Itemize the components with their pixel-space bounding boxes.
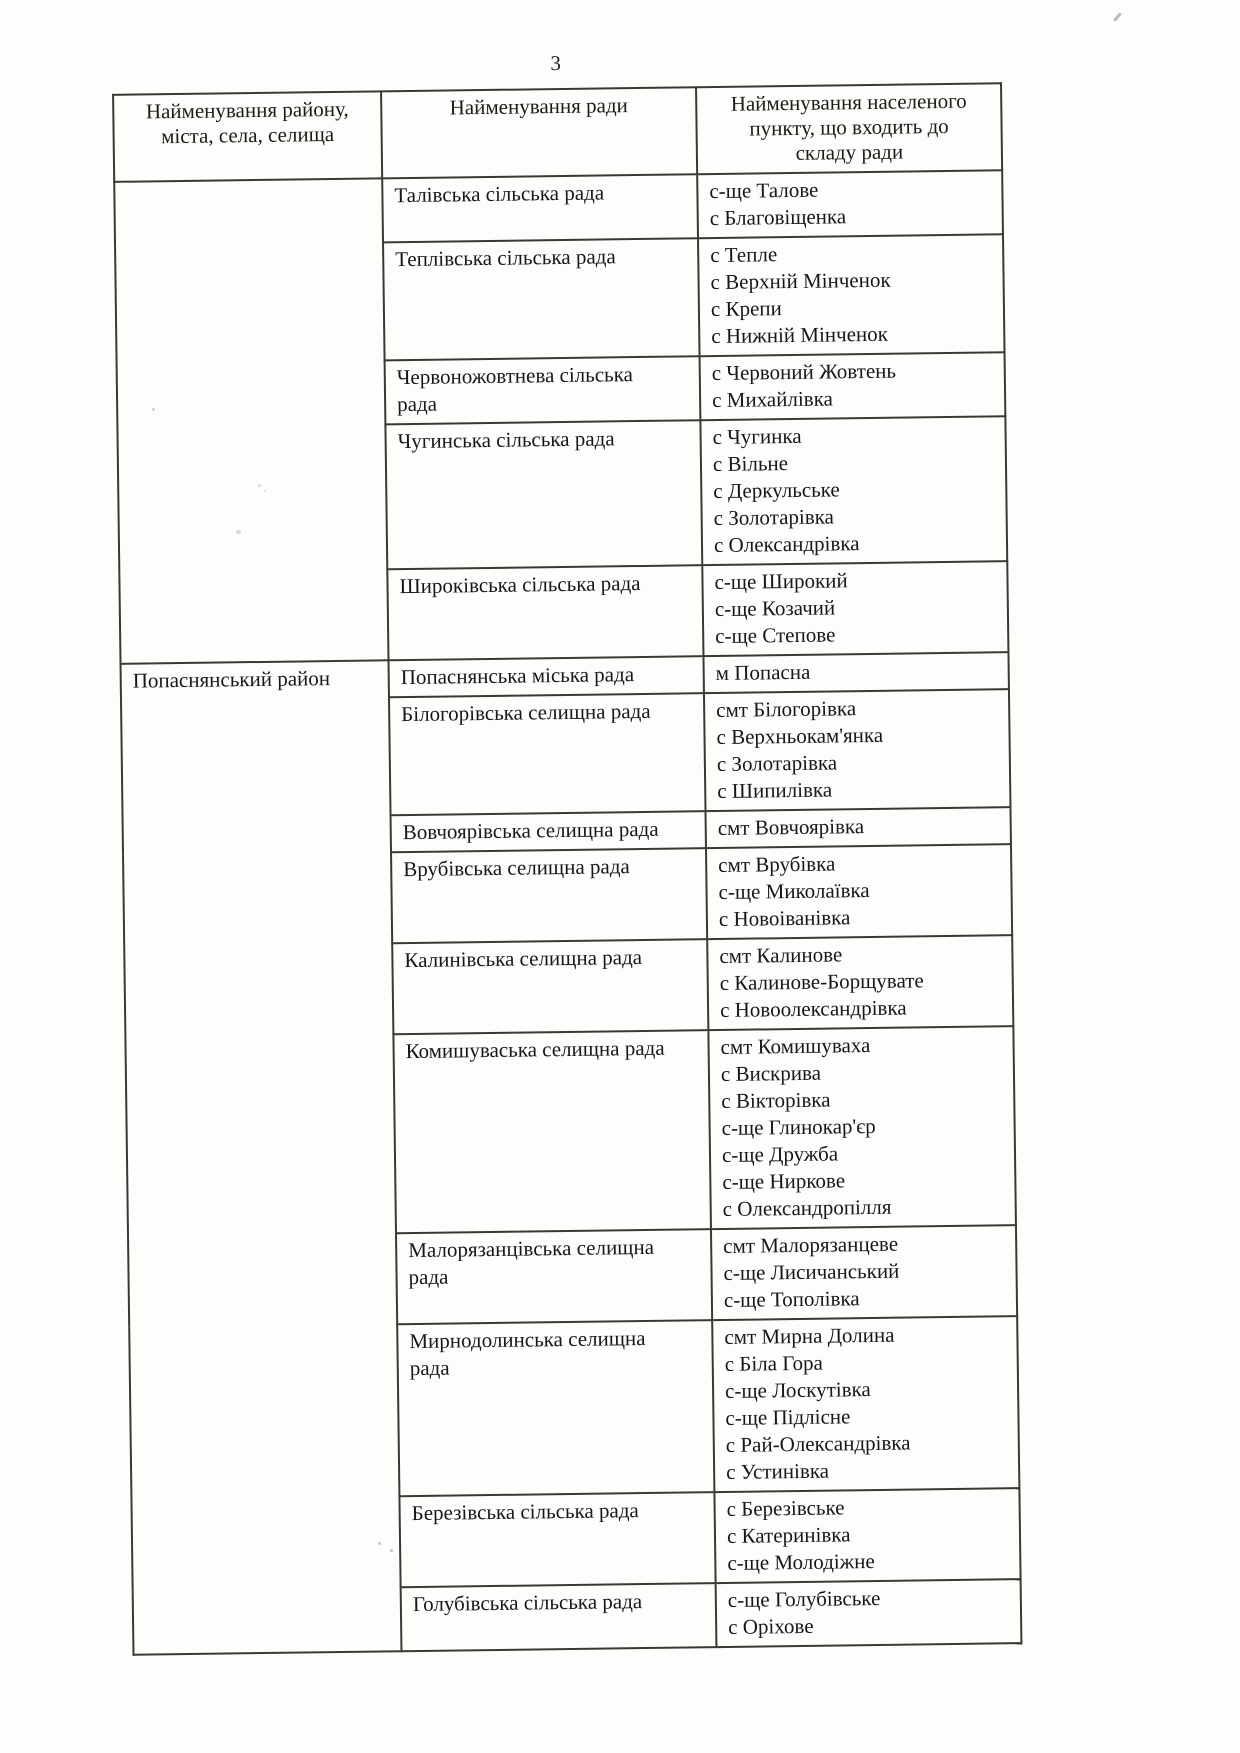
- council-name: Попаснянська міська рада: [400, 662, 635, 690]
- council-cell: [382, 174, 698, 242]
- table-header: [113, 83, 1002, 182]
- district-cell: Попаснянський район: [121, 660, 402, 1654]
- council-name: Теплівська сільська рада: [395, 244, 616, 272]
- settlement-line: с Червоний Жовтень: [711, 358, 897, 386]
- settlement-line: с Вільне: [712, 451, 789, 477]
- settlements-cell: [700, 352, 1006, 420]
- header-line: Найменування населеного: [730, 88, 967, 116]
- settlements-cell: [704, 689, 1011, 811]
- council-name: Мирнодолинська селищна: [409, 1326, 646, 1354]
- council-name: Талівська сільська рада: [394, 180, 605, 208]
- settlement-line: м Попасна: [715, 659, 811, 686]
- settlements-cell: [708, 1026, 1016, 1229]
- settlement-line: с Березівське: [726, 1495, 845, 1521]
- settlement-line: с-ще Голубівське: [727, 1585, 881, 1612]
- settlement-line: с Устинівка: [725, 1458, 830, 1484]
- council-name: Широківська сільська рада: [399, 571, 641, 599]
- settlements-cell: [716, 1579, 1022, 1647]
- scan-speckle: [1113, 12, 1122, 22]
- settlement-line: с Шипилівка: [717, 777, 833, 804]
- council-cell: [385, 356, 701, 424]
- settlement-line: с Благовіщенка: [709, 204, 847, 231]
- settlements-cell: [706, 844, 1012, 939]
- settlements-cell: [702, 561, 1008, 656]
- col-header-council: [381, 87, 697, 178]
- header-line: складу ради: [795, 139, 904, 165]
- settlement-line: с-ще Лисичанський: [723, 1258, 900, 1285]
- settlements-cell: [703, 652, 1008, 693]
- council-cell: [393, 1030, 711, 1233]
- settlement-line: с Крепи: [710, 296, 782, 322]
- settlement-line: с-ще Підлісне: [725, 1404, 851, 1430]
- council-name: рада: [396, 391, 438, 417]
- settlement-line: с Новоолександрівка: [719, 995, 907, 1022]
- settlement-line: смт Врубівка: [718, 851, 836, 878]
- settlement-line: с Вискрива: [720, 1060, 822, 1086]
- settlement-line: с Золотарівка: [713, 504, 835, 531]
- settlement-line: с Нижній Мінченок: [711, 321, 889, 349]
- settlement-line: с Верхньокам'янка: [716, 722, 884, 750]
- council-name: Березівська сільська рада: [411, 1498, 639, 1526]
- header-line: Найменування ради: [449, 93, 628, 120]
- council-cell: [385, 420, 702, 569]
- settlement-line: с Тепле: [710, 242, 778, 268]
- council-cell: [396, 1229, 712, 1324]
- settlements-table: [112, 82, 1022, 1656]
- council-cell: [391, 811, 706, 852]
- settlement-line: смт Комишуваха: [720, 1033, 871, 1059]
- settlement-line: с-ще Миколаївка: [718, 878, 870, 905]
- settlements-cell: [700, 416, 1007, 565]
- council-cell: [383, 238, 700, 360]
- council-cell: [391, 848, 707, 943]
- col-header-settlement: [696, 83, 1002, 174]
- settlement-line: с-ще Талове: [709, 177, 819, 204]
- settlement-line: с Михайлівка: [711, 386, 833, 413]
- council-cell: [401, 1583, 717, 1651]
- settlement-line: с Олександрівка: [713, 531, 860, 558]
- header-line: Найменування району,: [145, 96, 349, 124]
- settlement-line: смт Білогорівка: [716, 696, 857, 723]
- settlement-line: с Чугинка: [712, 423, 802, 450]
- page-number: 3: [550, 50, 562, 76]
- settlement-line: с-ще Молодіжне: [727, 1549, 875, 1575]
- settlement-line: с-ще Глинокар'єр: [721, 1113, 876, 1140]
- council-name: Голубівська сільська рада: [412, 1589, 643, 1617]
- settlement-line: с Новоіванівка: [718, 905, 851, 932]
- settlement-line: с Золотарівка: [716, 750, 838, 777]
- settlements-cell: [706, 807, 1011, 848]
- settlement-line: с-ще Козачий: [714, 595, 836, 622]
- settlement-line: с Деркульське: [713, 477, 840, 504]
- table-body: [114, 170, 1021, 1654]
- settlement-line: с-ще Широкий: [714, 568, 848, 595]
- council-cell: [399, 1492, 715, 1587]
- settlement-line: с Олександропілля: [722, 1194, 892, 1221]
- council-name: Червоножовтнева сільська: [396, 362, 634, 390]
- council-name: Чугинська сільська рада: [397, 426, 615, 454]
- header-line: міста, села, селища: [160, 121, 335, 149]
- council-name: Калинівська селищна рада: [404, 945, 643, 973]
- council-cell: [392, 939, 708, 1034]
- col-header-district: [113, 91, 382, 182]
- council-name: Врубівська селищна рада: [403, 854, 630, 882]
- council-name: Комишуваська селищна рада: [405, 1035, 665, 1064]
- settlement-line: смт Мирна Долина: [724, 1322, 895, 1349]
- council-name: Білогорівська селищна рада: [401, 698, 651, 727]
- page-content: [112, 44, 1021, 1655]
- table-row: [114, 170, 1003, 246]
- settlement-line: смт Вовчоярівка: [717, 814, 865, 841]
- settlements-cell: [712, 1316, 1019, 1492]
- settlement-line: с-ще Степове: [715, 622, 836, 649]
- settlements-cell: [714, 1488, 1020, 1583]
- header-row: [113, 83, 1002, 182]
- settlements-cell: [707, 935, 1013, 1030]
- settlement-line: с-ще Ниркове: [722, 1168, 846, 1194]
- settlement-line: смт Малорязанцеве: [723, 1231, 899, 1258]
- council-name: рада: [408, 1264, 449, 1290]
- council-name: Вовчоярівська селищна рада: [402, 816, 659, 845]
- council-name: рада: [409, 1355, 450, 1381]
- settlement-line: с-ще Тополівка: [723, 1286, 860, 1312]
- settlement-line: смт Калинове: [719, 942, 843, 969]
- settlements-cell: [697, 170, 1003, 238]
- council-cell: [389, 693, 706, 815]
- settlement-line: с Верхній Мінченок: [710, 267, 891, 295]
- settlement-line: с-ще Лоскутівка: [724, 1377, 871, 1403]
- council-cell: [387, 565, 703, 660]
- settlement-line: с Біла Гора: [724, 1350, 824, 1376]
- district-cell: [114, 178, 388, 663]
- header-line: пункту, що входить до: [749, 113, 949, 141]
- settlements-cell: [698, 234, 1005, 356]
- settlements-cell: [711, 1225, 1017, 1320]
- settlement-line: с Калинове-Борщувате: [719, 968, 924, 995]
- settlement-line: с Катеринівка: [726, 1522, 851, 1548]
- settlement-line: с Вікторівка: [721, 1087, 831, 1113]
- council-cell: [389, 656, 704, 697]
- council-name: Малорязанцівська селищна: [408, 1234, 655, 1263]
- council-cell: [397, 1320, 714, 1496]
- settlement-line: с Рай-Олександрівка: [725, 1430, 911, 1457]
- settlement-line: с-ще Дружба: [721, 1141, 839, 1167]
- settlement-line: с Оріхове: [728, 1613, 814, 1639]
